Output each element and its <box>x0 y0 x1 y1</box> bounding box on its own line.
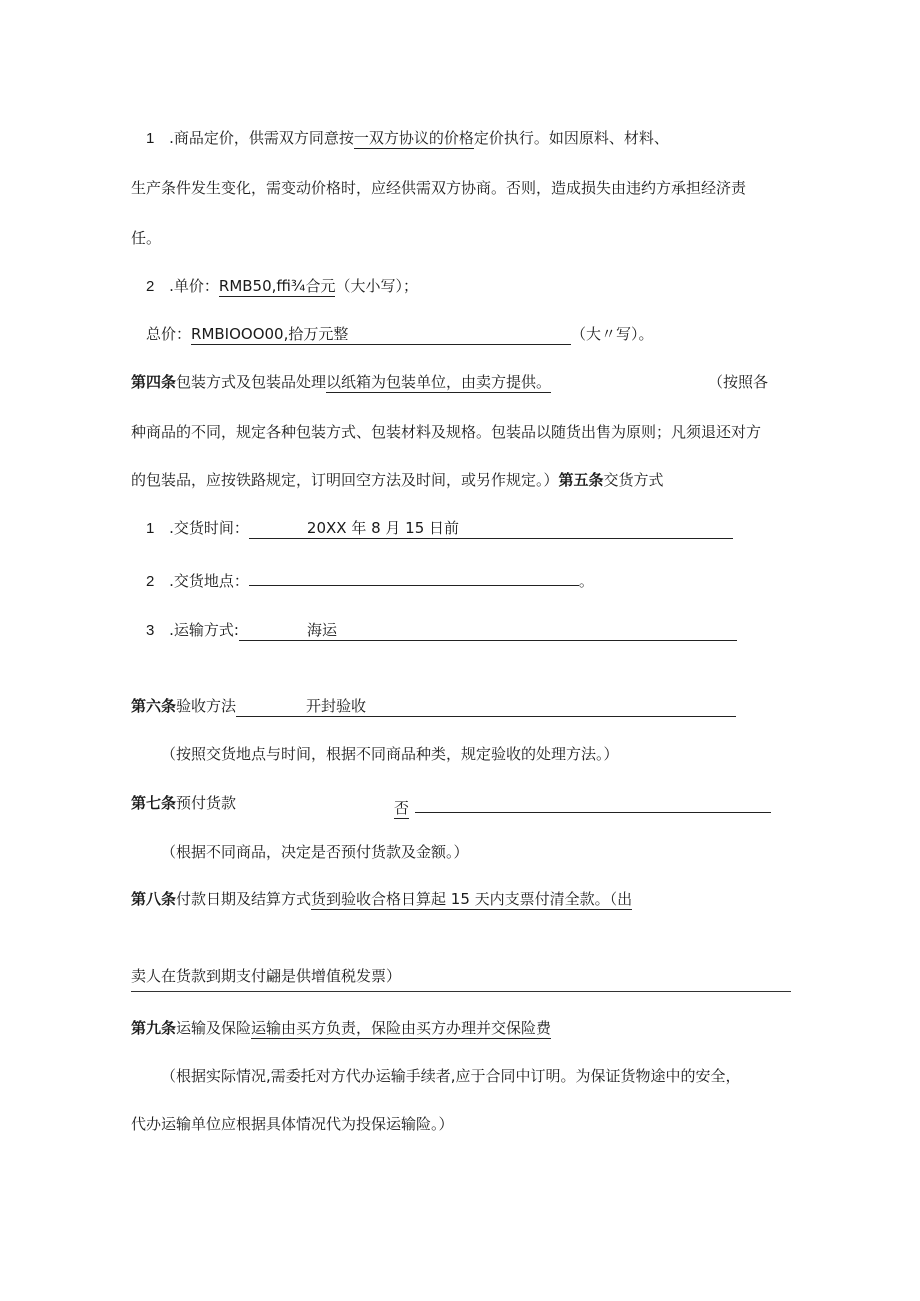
article-6-heading: 验收方法 <box>176 697 237 715</box>
delivery-place-blank <box>249 566 579 586</box>
article-7-line <box>131 793 236 813</box>
item-number: 1 <box>146 520 155 537</box>
article-9-note-1: （根据实际情况,需委托对方代办运输手续者,应于合同中订明。为保证货物途中的安全， <box>161 1067 741 1085</box>
article-8-line-2: 卖人在货款到期支付翩是供增值税发票） <box>131 967 402 985</box>
item-number: 2 <box>146 573 155 590</box>
article-9-heading: 运输及保险 <box>176 1019 252 1037</box>
article-4-line-3 <box>131 470 664 490</box>
article-4-heading: 包装方式及包装品处理 <box>176 373 327 391</box>
unit-price-line <box>146 276 418 297</box>
article-6-line <box>131 696 736 717</box>
article-6-value: 开封验收 <box>236 697 736 717</box>
unit-price-note: （大小写）； <box>335 277 418 295</box>
item-number: 3 <box>146 622 155 639</box>
transport-line <box>146 620 737 641</box>
article-9-note-2: 代办运输单位应根据具体情况代为投保运输险。） <box>131 1115 454 1133</box>
total-price-value: RMBIOOO00,拾万元整 <box>191 325 571 345</box>
article-7-value-line <box>394 793 771 819</box>
article-7-blank <box>415 793 771 813</box>
delivery-time-line <box>146 518 733 539</box>
pricing-underlined-term: 一双方协议的价格 <box>353 129 474 147</box>
article-8-value: 货到验收合格日算起 15 天内支票付清全款。（出 <box>311 890 633 908</box>
delivery-place-line <box>146 566 594 592</box>
article-9-line <box>131 1018 551 1039</box>
article-8-underline <box>131 991 791 992</box>
article-4-value: 以纸箱为包装单位，由卖方提供。 <box>326 373 552 391</box>
article-9-title: 第九条 <box>131 1019 177 1037</box>
article-9-value: 运输由买方负责，保险由买方办理并交保险费 <box>251 1019 552 1037</box>
article-6-note: （按照交货地点与时间，根据不同商品种类，规定验收的处理方法。） <box>161 745 619 763</box>
article-7-title: 第七条 <box>131 794 177 812</box>
article-7-value: 否 <box>394 799 410 817</box>
article-4-line-1 <box>131 372 551 393</box>
article-4-line-2: 种商品的不同，规定各种包装方式、包装材料及规格。包装品以随货出售为原则；凡须退还对方 <box>131 423 762 441</box>
pricing-line-2: 生产条件发生变化，需变动价格时，应经供需双方协商。否则，造成损失由违约方承担经济责 <box>131 179 747 197</box>
total-price-note: （大〃写）。 <box>571 325 654 343</box>
delivery-time-value: 20XX 年 8 月 15 日前 <box>249 519 733 539</box>
total-price-line <box>146 324 654 345</box>
article-4-title: 第四条 <box>131 373 177 391</box>
pricing-text-a: .商品定价，供需双方同意按 <box>169 129 354 147</box>
article-5-heading: 交货方式 <box>603 471 664 489</box>
article-4-note-end: 的包装品，应按铁路规定，订明回空方法及时间，或另作规定。） <box>131 471 559 489</box>
delivery-place-label: .交货地点： <box>169 572 249 590</box>
item-number: 1 <box>146 130 155 147</box>
transport-label: .运输方式: <box>169 621 239 639</box>
pricing-line-3: 任。 <box>131 229 162 247</box>
unit-price-label: .单价： <box>169 277 219 295</box>
total-price-label: 总价： <box>146 325 192 343</box>
article-8-line-1 <box>131 889 632 910</box>
article-7-heading: 预付货款 <box>176 794 237 812</box>
article-7-note: （根据不同商品，决定是否预付货款及金额。） <box>161 843 469 861</box>
article-8-heading: 付款日期及结算方式 <box>176 890 312 908</box>
delivery-time-label: .交货时间： <box>169 519 249 537</box>
article-6-title: 第六条 <box>131 697 177 715</box>
pricing-line-1 <box>146 128 669 149</box>
delivery-place-end: 。 <box>578 572 594 590</box>
pricing-text-c: 定价执行。如因原料、材料、 <box>473 129 669 147</box>
article-4-note-start: （按照各 <box>708 373 769 391</box>
unit-price-value: RMB50,ffi¾合元 <box>218 277 336 295</box>
item-number: 2 <box>146 278 155 295</box>
article-8-title: 第八条 <box>131 890 177 908</box>
transport-value: 海运 <box>239 621 737 641</box>
article-5-title: 第五条 <box>558 471 604 489</box>
